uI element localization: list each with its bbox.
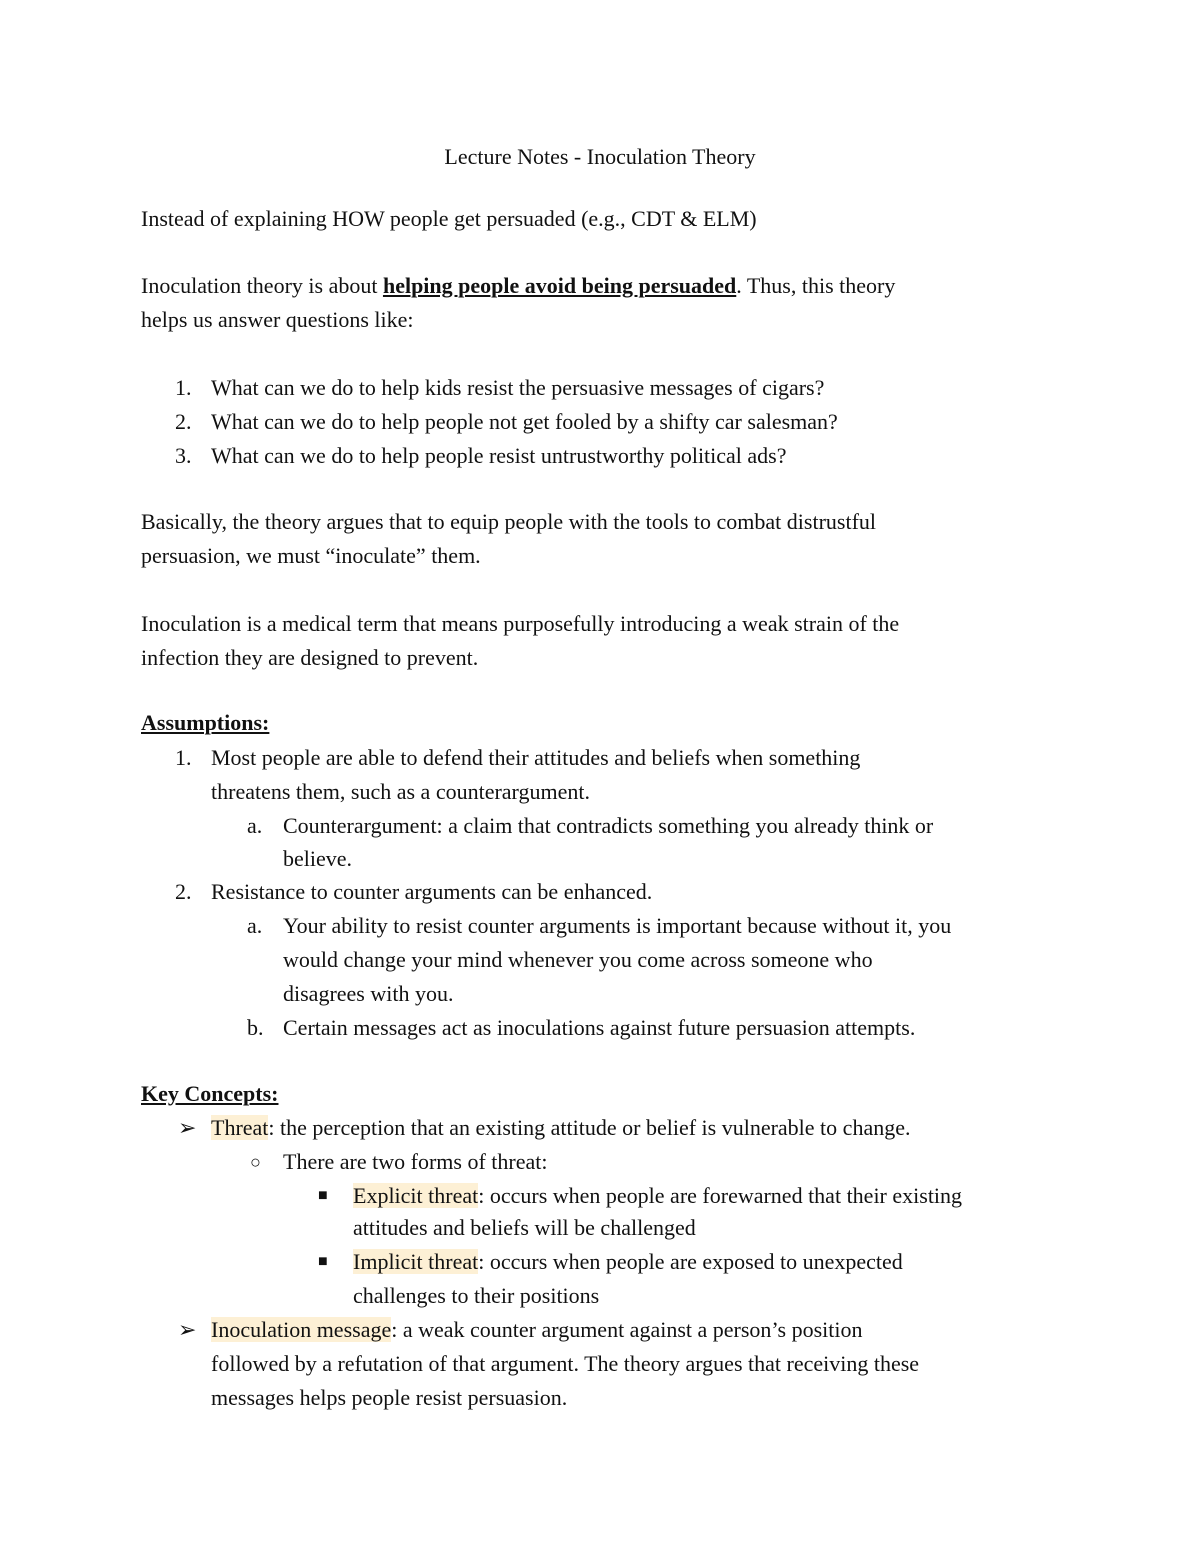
inoculation-message-text: : a weak counter argument against a person’s position [391, 1317, 863, 1342]
square-bullet-icon: ■ [318, 1253, 328, 1270]
assumption-2b-line-1: Certain messages act as inoculations against future persuasion attempts. [283, 1015, 916, 1040]
paragraph-1-prefix: Inoculation theory is about [141, 273, 383, 298]
threat-term: Threat [211, 1115, 269, 1140]
paragraph-2-line-2: persuasion, we must “inoculate” them. [141, 543, 481, 568]
assumption-1-line-1: Most people are able to defend their attitudes and beliefs when something [211, 745, 861, 770]
sub-item-letter: a. [247, 813, 263, 838]
threat-definition [211, 1114, 910, 1142]
assumption-2a-line-3: disagrees with you. [283, 981, 454, 1006]
inoculation-message-line-3: messages helps people resist persuasion. [211, 1385, 568, 1410]
intro-text: Instead of explaining HOW people get persuaded (e.g., CDT & ELM) [141, 206, 757, 231]
explicit-threat-term: Explicit threat [353, 1183, 479, 1208]
assumption-2a-line-1: Your ability to resist counter arguments is important because without it, you [283, 913, 952, 938]
inoculation-message-term: Inoculation message [211, 1317, 392, 1342]
arrow-bullet-icon: ➢ [178, 1115, 197, 1140]
paragraph-3-line-2: infection they are designed to prevent. [141, 645, 479, 670]
square-bullet-icon: ■ [318, 1187, 328, 1204]
question-item: What can we do to help people not get fooled by a shifty car salesman? [211, 409, 838, 434]
question-number: 1. [175, 375, 192, 400]
question-number: 3. [175, 443, 192, 468]
paragraph-2-line-1: Basically, the theory argues that to equip people with the tools to combat distrustful [141, 509, 877, 534]
key-concepts-heading: Key Concepts: [141, 1081, 279, 1106]
inoculation-message-line-1 [211, 1316, 862, 1344]
assumption-number: 1. [175, 745, 192, 770]
implicit-threat-term: Implicit threat [353, 1249, 479, 1274]
inoculation-message-line-2: followed by a refutation of that argument. The theory argues that receiving these [211, 1351, 920, 1376]
assumption-2-line-1: Resistance to counter arguments can be enhanced. [211, 879, 653, 904]
threat-forms-text: There are two forms of threat: [283, 1149, 548, 1174]
assumption-number: 2. [175, 879, 192, 904]
paragraph-1-line-2: helps us answer questions like: [141, 307, 414, 332]
assumption-1-line-2: threatens them, such as a counterargument. [211, 779, 590, 804]
question-item: What can we do to help kids resist the persuasive messages of cigars? [211, 375, 825, 400]
paragraph-3-line-1: Inoculation is a medical term that means purposefully introducing a weak strain of the [141, 611, 900, 636]
implicit-threat-text: : occurs when people are exposed to unexpected [478, 1249, 903, 1274]
assumption-1a-line-2: believe. [283, 846, 353, 871]
question-number: 2. [175, 409, 192, 434]
page-title: Lecture Notes - Inoculation Theory [444, 144, 756, 169]
assumption-1a-line-1: Counterargument: a claim that contradicts something you already think or [283, 813, 934, 838]
sub-item-letter: a. [247, 913, 263, 938]
assumptions-heading: Assumptions: [141, 710, 270, 735]
question-item: What can we do to help people resist untrustworthy political ads? [211, 443, 787, 468]
explicit-threat-line-2: attitudes and beliefs will be challenged [353, 1215, 696, 1240]
arrow-bullet-icon: ➢ [178, 1317, 197, 1342]
assumption-2a-line-2: would change your mind whenever you come across someone who [283, 947, 873, 972]
implicit-threat-line-1 [353, 1248, 903, 1276]
implicit-threat-line-2: challenges to their positions [353, 1283, 600, 1308]
threat-definition-text: : the perception that an existing attitude or belief is vulnerable to change. [268, 1115, 911, 1140]
explicit-threat-text: : occurs when people are forewarned that their existing [478, 1183, 963, 1208]
sub-item-letter: b. [247, 1015, 264, 1040]
explicit-threat-line-1 [353, 1182, 962, 1210]
paragraph-1-line-1 [141, 272, 895, 300]
circle-bullet-icon: ○ [250, 1152, 261, 1172]
paragraph-1-suffix: . Thus, this theory [736, 273, 896, 298]
emphasis-text: helping people avoid being persuaded [382, 273, 737, 298]
